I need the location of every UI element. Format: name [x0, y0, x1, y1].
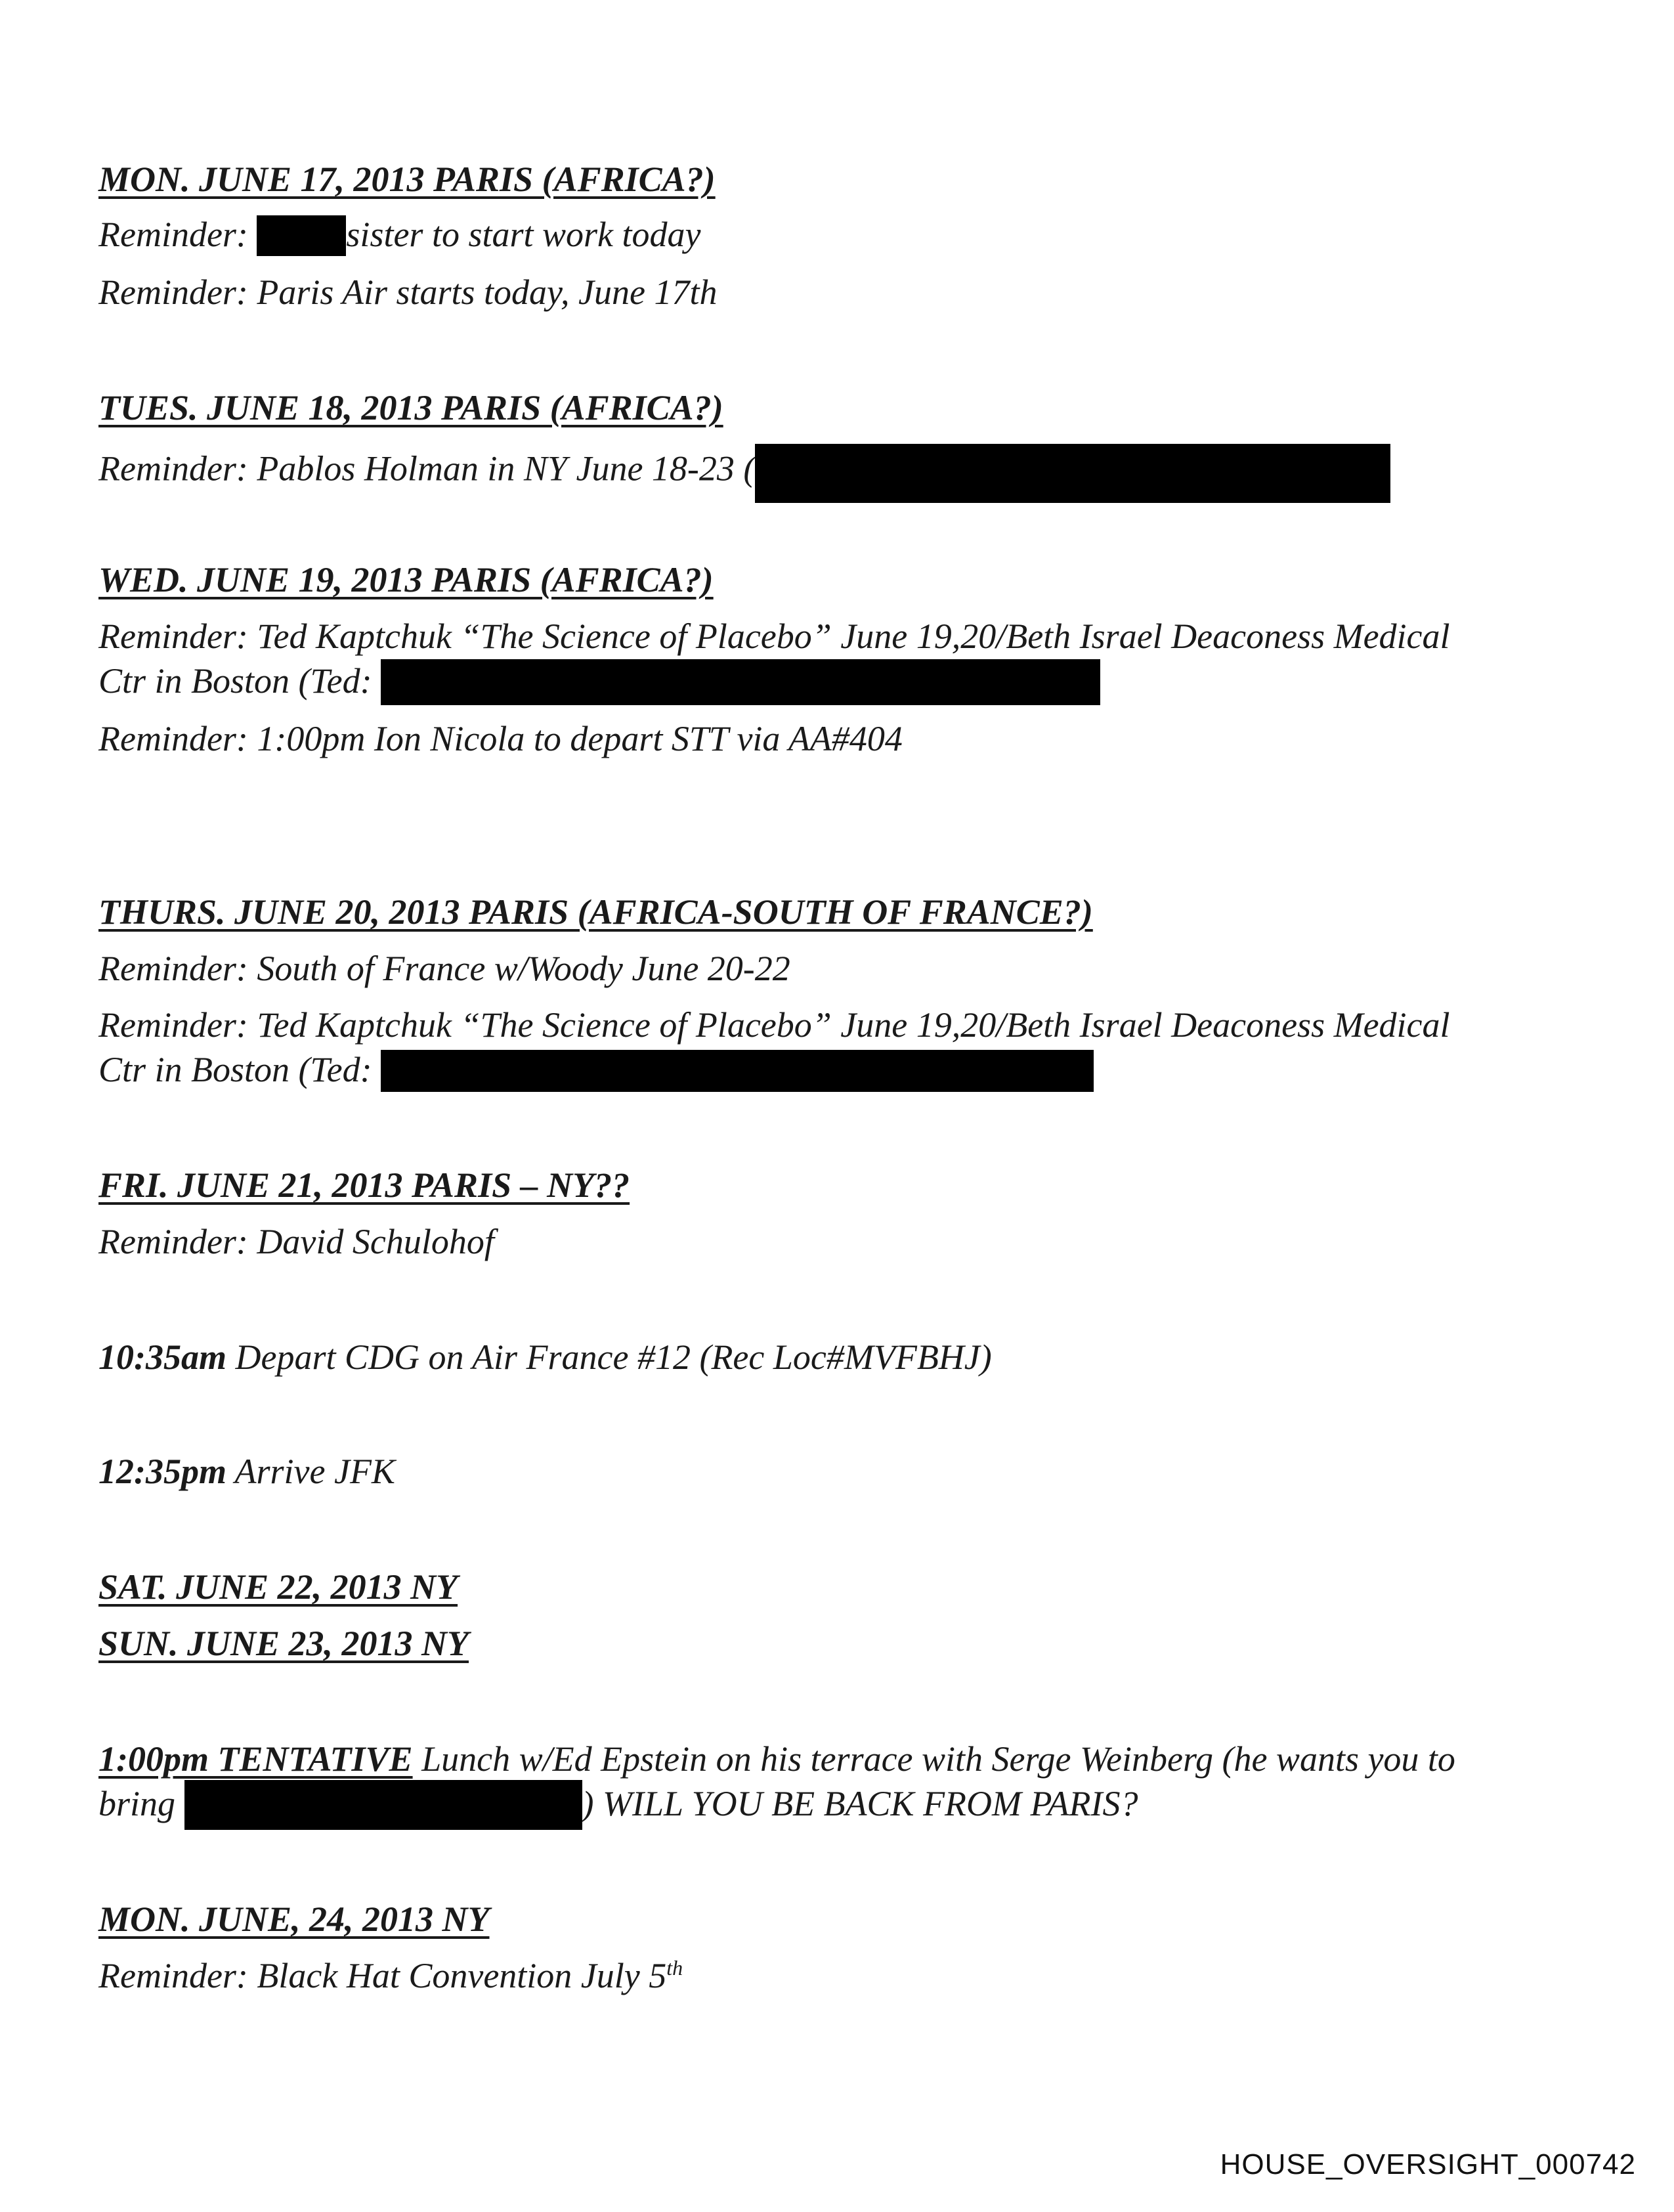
event-time: 12:35pm	[98, 1452, 226, 1491]
redaction-box	[381, 659, 1100, 705]
reminder-line: Reminder: Ted Kaptchuk “The Science of Placebo” June 19,20/Beth Israel Deaconess Medical	[98, 617, 1450, 656]
day-heading: THURS. JUNE 20, 2013 PARIS (AFRICA-SOUTH OF FRANCE?)	[98, 892, 1093, 932]
reminder-text: Reminder: Pablos Holman in NY June 18-23 (	[98, 448, 756, 488]
reminder-line	[98, 443, 1390, 502]
reminder-line	[98, 1954, 683, 1997]
reminder-line: Reminder: David Schulohof	[98, 1222, 494, 1261]
event-text: Lunch w/Ed Epstein on his terrace with Serge Weinberg (he wants you to	[412, 1739, 1455, 1779]
day-heading: TUES. JUNE 18, 2013 PARIS (AFRICA?)	[98, 388, 723, 427]
event-line	[98, 1450, 395, 1493]
redaction-box	[257, 215, 346, 256]
reminder-text: Ctr in Boston (Ted:	[98, 1050, 372, 1089]
reminder-line: Reminder: South of France w/Woody June 20-22	[98, 949, 790, 988]
reminder-line: Reminder: Paris Air starts today, June 17th	[98, 272, 718, 312]
superscript: th	[666, 1956, 683, 1980]
event-text: Arrive JFK	[226, 1452, 395, 1491]
event-text: ) WILL YOU BE BACK FROM PARIS?	[582, 1784, 1138, 1823]
reminder-line	[98, 213, 700, 259]
day-heading: MON. JUNE 17, 2013 PARIS (AFRICA?)	[98, 160, 716, 199]
event-line	[98, 1335, 992, 1379]
event-line	[98, 1737, 1455, 1781]
event-line	[98, 1782, 1138, 1832]
reminder-text: Reminder: Black Hat Convention July 5	[98, 1956, 667, 1995]
day-heading: WED. JUNE 19, 2013 PARIS (AFRICA?)	[98, 560, 714, 599]
reminder-text: sister to start work today	[346, 215, 701, 254]
reminder-line: Reminder: 1:00pm Ion Nicola to depart STT via AA#404	[98, 719, 903, 758]
day-heading: MON. JUNE, 24, 2013 NY	[98, 1899, 490, 1939]
reminder-line	[98, 1048, 1094, 1095]
reminder-line	[98, 659, 1100, 708]
day-heading: SAT. JUNE 22, 2013 NY	[98, 1567, 458, 1607]
event-text: bring	[98, 1784, 176, 1823]
redaction-box	[755, 444, 1390, 503]
redaction-box	[184, 1780, 582, 1830]
reminder-line: Reminder: Ted Kaptchuk “The Science of Placebo” June 19,20/Beth Israel Deaconess Medical	[98, 1005, 1450, 1045]
reminder-text: Ctr in Boston (Ted:	[98, 661, 372, 701]
event-time: 1:00pm TENTATIVE	[98, 1739, 413, 1779]
redaction-box	[381, 1050, 1094, 1092]
day-heading: FRI. JUNE 21, 2013 PARIS – NY??	[98, 1165, 630, 1205]
day-heading: SUN. JUNE 23, 2013 NY	[98, 1624, 469, 1663]
event-text: Depart CDG on Air France #12 (Rec Loc#MVFBHJ)	[226, 1337, 992, 1377]
event-time: 10:35am	[98, 1337, 226, 1377]
reminder-text: Reminder:	[98, 215, 248, 254]
bates-number: HOUSE_OVERSIGHT_000742	[1220, 2148, 1636, 2180]
